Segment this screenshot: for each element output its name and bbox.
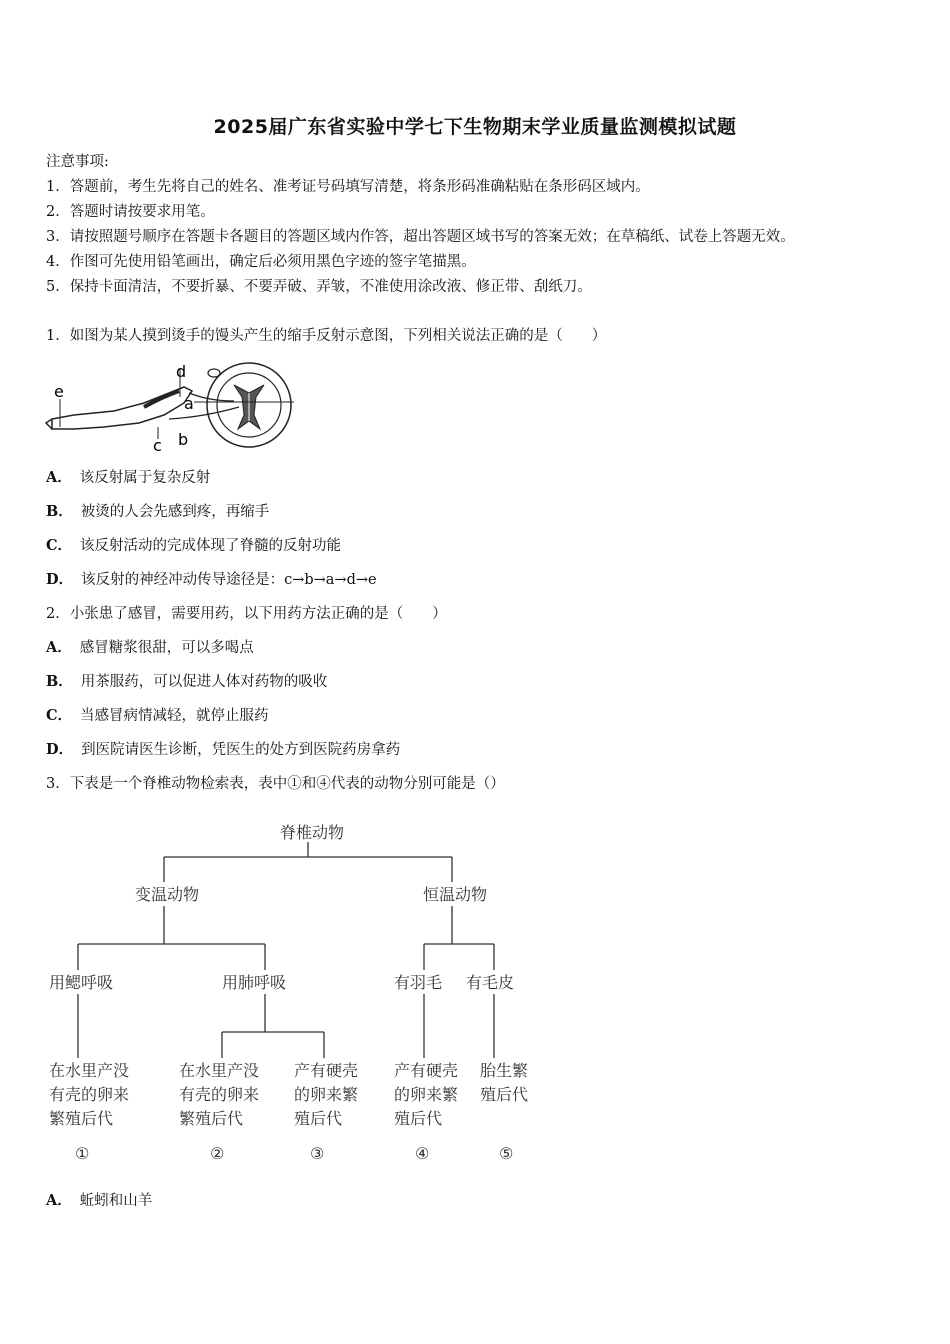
question-number: 3． — [46, 776, 70, 792]
tree-node: 用肺呼吸 — [222, 973, 287, 992]
figure-label: e — [54, 382, 64, 401]
question-1 — [46, 326, 606, 346]
question-number: 2． — [46, 606, 70, 622]
tree-leaf-line: 在水里产没 — [49, 1061, 130, 1080]
option-row: A． 感冒糖浆很甜，可以多喝点 — [46, 639, 254, 656]
option-row: D． 到医院请医生诊断，凭医生的处方到医院药房拿药 — [46, 741, 401, 758]
option-row: D． 该反射的神经冲动传导途径是：c→b→a→d→e — [46, 571, 377, 588]
tree-leaf-line: 的卵来繁 — [394, 1085, 459, 1104]
figure-label: c — [153, 436, 162, 455]
tree-leaf-line: 殖后代 — [294, 1109, 343, 1128]
vertebrate-key-tree — [0, 810, 560, 1170]
figure-label: b — [178, 430, 189, 449]
notice-item: 5．保持卡面清洁，不要折暴、不要弄破、弄皱，不准使用涂改液、修正带、刮纸刀。 — [46, 279, 592, 295]
tree-leaf-line: 殖后代 — [480, 1085, 529, 1104]
option-row: A． 蚯蚓和山羊 — [46, 1192, 153, 1209]
tree-node: 恒温动物 — [423, 885, 488, 904]
tree-mark: ⑤ — [499, 1144, 514, 1163]
tree-node: 有毛皮 — [466, 973, 515, 992]
notice-item: 2．答题时请按要求用笔。 — [46, 204, 215, 220]
tree-leaf-line: 产有硬壳 — [394, 1061, 459, 1080]
question-stem: 小张患了感冒，需要用药，以下用药方法正确的是（ ） — [69, 606, 447, 622]
tree-mark: ③ — [310, 1144, 325, 1163]
tree-node: 变温动物 — [135, 885, 200, 904]
tree-mark: ② — [210, 1144, 225, 1163]
tree-leaf-line: 在水里产没 — [179, 1061, 260, 1080]
notice-item: 4．作图可先使用铅笔画出，确定后必须用黑色字迹的签字笔描黑。 — [46, 254, 476, 270]
notice-heading: 注意事项: — [46, 154, 109, 170]
notice-item: 3．请按照题号顺序在答题卡各题目的答题区域内作答，超出答题区域书写的答案无效；在草稿纸、试卷上答题无效。 — [46, 229, 795, 245]
tree-node: 用鳃呼吸 — [49, 973, 114, 992]
tree-node: 有羽毛 — [394, 973, 443, 992]
question-stem: 如图为某人摸到烫手的馒头产生的缩手反射示意图，下列相关说法正确的是（ ） — [69, 328, 607, 344]
question-3 — [46, 774, 505, 794]
option-row: B． 用茶服药，可以促进人体对药物的吸收 — [46, 673, 328, 690]
page-title: 2025届广东省实验中学七下生物期末学业质量监测模拟试题 — [213, 116, 737, 138]
figure-label: a — [184, 394, 194, 413]
question-2 — [46, 604, 447, 624]
question-stem: 下表是一个脊椎动物检索表，表中①和④代表的动物分别可能是（） — [69, 776, 505, 792]
tree-leaf-line: 有壳的卵来 — [179, 1085, 260, 1104]
option-row: A． 该反射属于复杂反射 — [46, 469, 211, 486]
tree-leaf-line: 产有硬壳 — [294, 1061, 359, 1080]
tree-node: 脊椎动物 — [280, 823, 345, 842]
tree-leaf-line: 的卵来繁 — [294, 1085, 359, 1104]
figure-label: d — [176, 362, 187, 381]
tree-leaf-line: 繁殖后代 — [179, 1109, 244, 1128]
tree-leaf-line: 胎生繁 — [480, 1061, 529, 1080]
option-row: C． 该反射活动的完成体现了脊髓的反射功能 — [46, 537, 342, 554]
notice-item: 1．答题前，考生先将自己的姓名、准考证号码填写清楚，将条形码准确粘贴在条形码区域内。 — [46, 179, 650, 195]
reflex-arc-figure — [44, 357, 296, 457]
tree-mark: ④ — [415, 1144, 430, 1163]
tree-leaf-line: 繁殖后代 — [49, 1109, 114, 1128]
option-row: C． 当感冒病情减轻，就停止服药 — [46, 707, 269, 724]
tree-mark: ① — [75, 1144, 90, 1163]
question-number: 1． — [46, 328, 70, 344]
tree-leaf-line: 有壳的卵来 — [49, 1085, 130, 1104]
tree-leaf-line: 殖后代 — [394, 1109, 443, 1128]
option-row: B． 被烫的人会先感到疼，再缩手 — [46, 503, 270, 520]
